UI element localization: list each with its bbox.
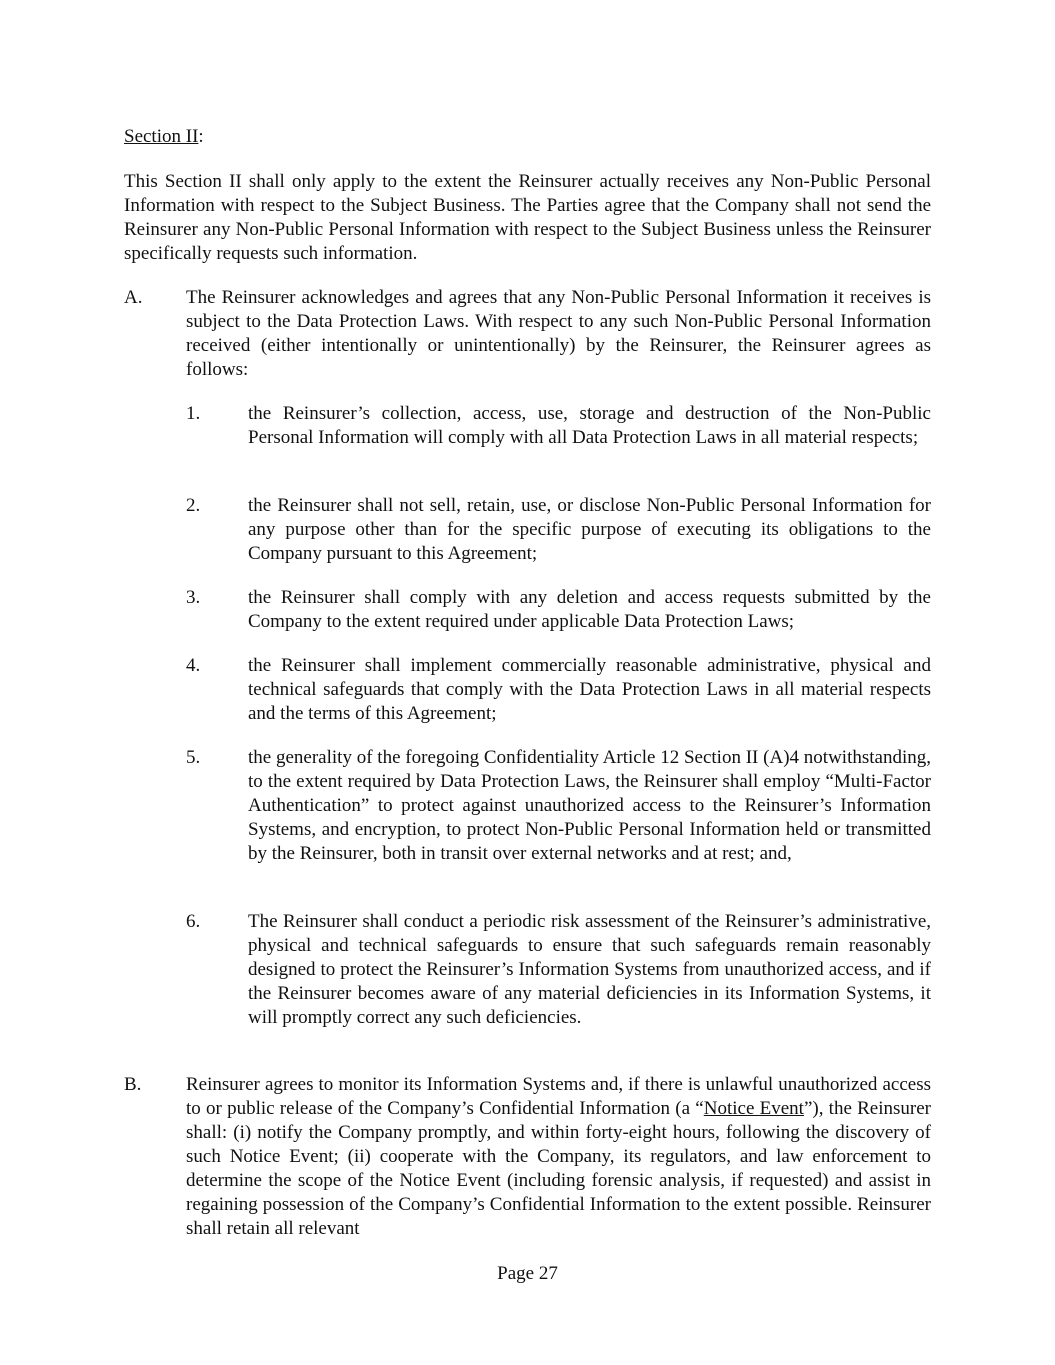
list-item-3-text: the Reinsurer shall comply with any deletion and access requests submitted by the Company to the extent required under applicable Data Protection Laws; [248,587,931,632]
list-item-1-marker: 1. [186,403,201,424]
list-item-5-text: the generality of the foregoing Confidentiality Article 12 Section II (A)4 notwithstanding, to the extent required by Data Protection Laws, the Reinsurer shall employ “Multi-Factor Authentication” to protect against unauthorized access to the Reinsurer’s Information Systems, and encryption, to protect Non-Public Personal Information held or transmitted by the Reinsurer, both in transit over external networks and at rest; and, [248,747,931,864]
paragraph-b-text-after: ”), the Reinsurer shall: (i) notify the Company promptly, and within forty-eight hours, following the discovery of such Notice Event; (ii) cooperate with the Company, its regulators, and law enforcement to determine the scope of the Notice Event (including forensic analysis, if requested) and assist in regaining possession of the Company’s Confidential Information to the extent possible. Reinsurer shall retain all relevant [186,1098,931,1239]
paragraph-b-text-before: Reinsurer agrees to monitor its Information Systems and, if there is unlawful unauthorized access to or public release of the Company’s Confidential Information (a “ [186,1074,931,1119]
list-item-6-marker: 6. [186,911,201,932]
list-item-2-text: the Reinsurer shall not sell, retain, use, or disclose Non-Public Personal Information for any purpose other than for the specific purpose of executing its obligations to the Company pursuant to this Agreement; [248,495,931,564]
paragraph-b-marker: B. [124,1074,142,1095]
paragraph-a-text: The Reinsurer acknowledges and agrees that any Non-Public Personal Information it receives is subject to the Data Protection Laws. With respect to any such Non-Public Personal Information received (either intentionally or unintentionally) by the Reinsurer, the Reinsurer agrees as follows: [186,287,931,380]
page-number: Page 27 [497,1263,558,1284]
paragraph-b-text [186,1073,931,1241]
list-item-2-marker: 2. [186,495,201,516]
list-item-4-text: the Reinsurer shall implement commercially reasonable administrative, physical and technical safeguards that comply with the Data Protection Laws in all material respects and the terms of this Agreement; [248,655,931,724]
section-colon: : [198,126,204,147]
list-item-6-text: The Reinsurer shall conduct a periodic risk assessment of the Reinsurer’s administrative, physical and technical safeguards to ensure that such safeguards remain reasonably designed to protect the Reinsurer’s Information Systems from unauthorized access, and if the Reinsurer becomes aware of any material deficiencies in its Information Systems, it will promptly correct any such deficiencies. [248,911,931,1028]
list-item-4-marker: 4. [186,655,201,676]
paragraph-a-marker: A. [124,287,143,308]
list-item-1-text: the Reinsurer’s collection, access, use, storage and destruction of the Non-Public Personal Information will comply with all Data Protection Laws in all material respects; [248,403,931,448]
section-title: Section II [124,126,199,147]
list-item-3-marker: 3. [186,587,201,608]
list-item-5-marker: 5. [186,747,201,768]
section-heading [124,125,524,149]
intro-paragraph: This Section II shall only apply to the extent the Reinsurer actually receives any Non-Public Personal Information with respect to the Subject Business. The Parties agree that the Company shall not send the Reinsurer any Non-Public Personal Information with respect to the Subject Business unless the Reinsurer specifically requests such information. [124,171,931,264]
notice-event-term: Notice Event [703,1098,804,1119]
